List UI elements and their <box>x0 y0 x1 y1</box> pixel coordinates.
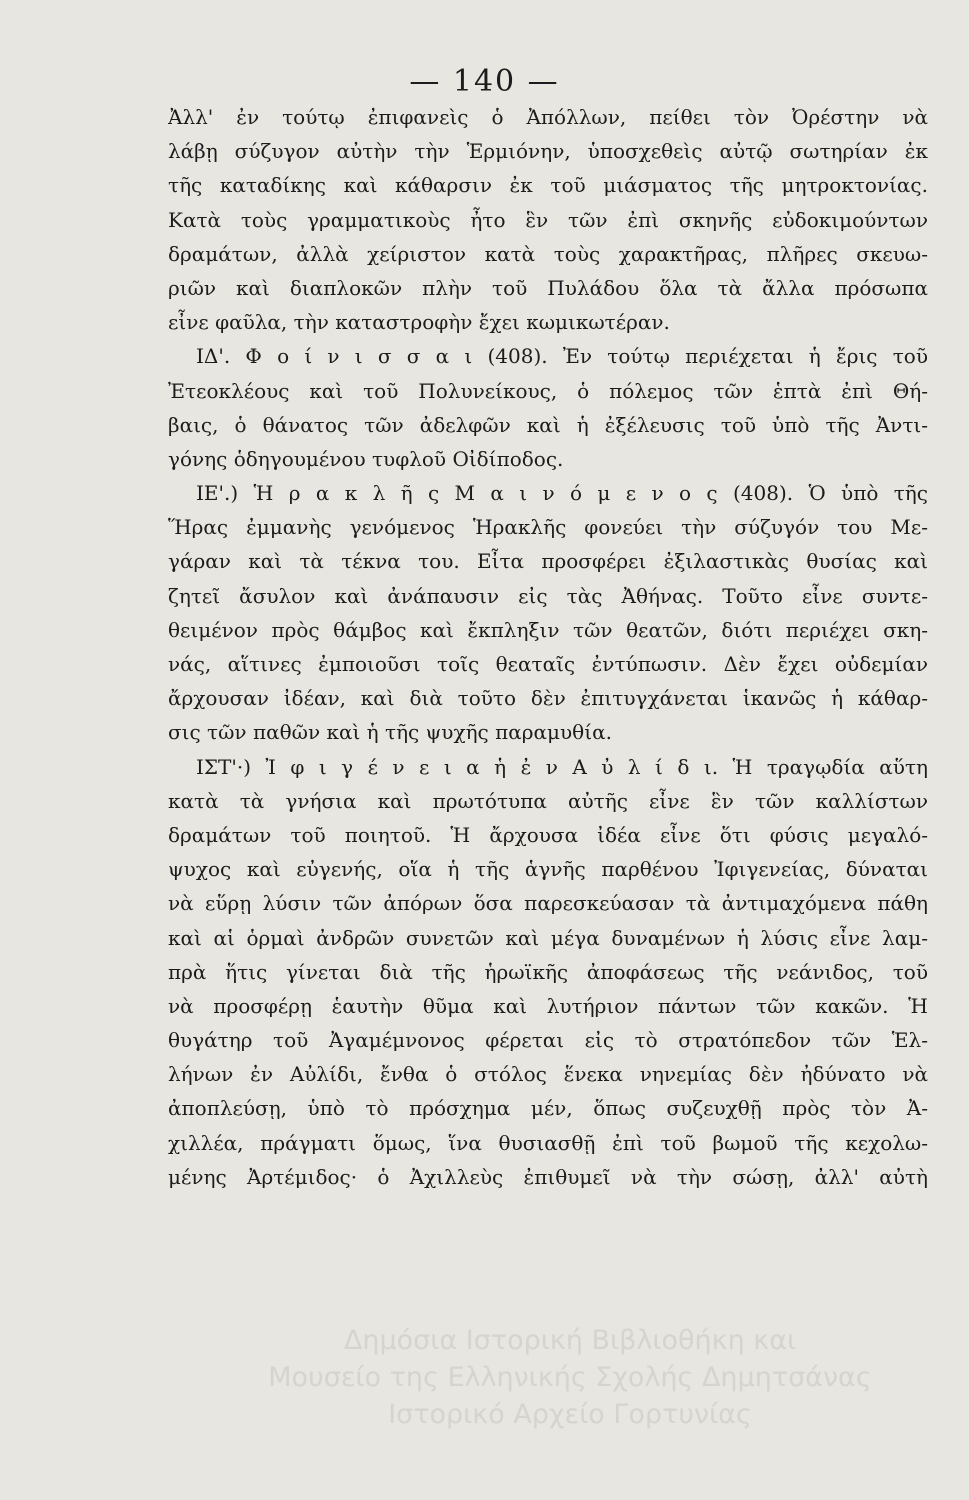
text-line: ἄρχουσαν ἰδέαν, καὶ διὰ τοῦτο δὲν ἐπιτυγχάνεται ἱκανῶς ἡ κάθαρ- <box>168 686 928 711</box>
text-line: κατὰ τὰ γνήσια καὶ πρωτότυπα αὐτῆς εἶνε ἓν τῶν καλλίστων <box>168 788 928 813</box>
text-line: εἶνε φαῦλα, τὴν καταστροφὴν ἔχει κωμικωτέραν. <box>168 310 670 335</box>
text-line: γόνης ὁδηγουμένου τυφλοῦ Οἰδίποδος. <box>168 446 564 471</box>
text-line: ριῶν καὶ διαπλοκῶν πλὴν τοῦ Πυλάδου ὅλα τὰ ἄλλα πρόσωπα <box>168 275 928 300</box>
text-line: Ἥρας ἐμμανὴς γενόμενος Ἡρακλῆς φονεύει τὴν σύζυγόν του Με- <box>168 515 928 540</box>
text-line: νὰ εὕρῃ λύσιν τῶν ἀπόρων ὅσα παρεσκεύασαν τὰ ἀντιμαχόμενα πάθη <box>168 891 928 916</box>
text-line: ἀποπλεύσῃ, ὑπὸ τὸ πρόσχημα μέν, ὅπως συζευχθῇ πρὸς τὸν Ἀ- <box>168 1096 928 1121</box>
text-line: θυγάτηρ τοῦ Ἀγαμέμνονος φέρεται εἰς τὸ στρατόπεδον τῶν Ἑλ- <box>168 1028 928 1053</box>
text-line: μένης Ἀρτέμιδος· ὁ Ἀχιλλεὺς ἐπιθυμεῖ νὰ τὴν σώσῃ, ἀλλ' αὐτὴ <box>168 1164 928 1189</box>
text-line: καὶ αἱ ὁρμαὶ ἀνδρῶν συνετῶν καὶ μέγα δυναμένων ἡ λύσις εἶνε λαμ- <box>168 925 928 950</box>
text-line: ΙΕ'.) Ἡ ρ α κ λ ῆ ς Μ α ι ν ό μ ε ν ο ς (408). Ὁ ὑπὸ τῆς <box>196 481 928 506</box>
text-line: λάβῃ σύζυγον αὐτὴν τὴν Ἑρμιόνην, ὑποσχεθεὶς αὐτῷ σωτηρίαν ἐκ <box>168 139 928 164</box>
text-line: δραμάτων τοῦ ποιητοῦ. Ἡ ἄρχουσα ἰδέα εἶνε ὅτι φύσις μεγαλό- <box>168 822 928 847</box>
text-line: Ἐτεοκλέους καὶ τοῦ Πολυνείκους, ὁ πόλεμος τῶν ἑπτὰ ἐπὶ Θή- <box>168 378 928 403</box>
text-line: λήνων ἐν Αὐλίδι, ἔνθα ὁ στόλος ἕνεκα νηνεμίας δὲν ἠδύνατο νὰ <box>168 1062 928 1087</box>
page-number: — 140 — <box>409 64 560 99</box>
text-line: τῆς καταδίκης καὶ κάθαρσιν ἐκ τοῦ μιάσματος τῆς μητροκτονίας. <box>168 173 928 198</box>
watermark-line: Δημόσια Ιστορική Βιβλιοθήκη και <box>343 1325 797 1356</box>
text-line: ΙΣΤ'·) Ἰ φ ι γ έ ν ε ι α ἡ ἐ ν Α ὐ λ ί δ ι. Ἡ τραγῳδία αὕτη <box>196 754 928 779</box>
watermark-line: Ιστορικό Αρχείο Γορτυνίας <box>388 1399 752 1430</box>
text-line: ζητεῖ ἄσυλον καὶ ἀνάπαυσιν εἰς τὰς Ἀθήνας. Τοῦτο εἶνε συντε- <box>168 583 928 608</box>
text-line: θειμένον πρὸς θάμβος καὶ ἔκπληξιν τῶν θεατῶν, διότι περιέχει σκη- <box>168 617 928 642</box>
text-line: Κατὰ τοὺς γραμματικοὺς ἦτο ἓν τῶν ἐπὶ σκηνῆς εὐδοκιμούντων <box>168 207 928 232</box>
text-line: νάς, αἵτινες ἐμποιοῦσι τοῖς θεαταῖς ἐντύπωσιν. Δὲν ἔχει οὐδεμίαν <box>168 652 928 676</box>
text-line: γάραν καὶ τὰ τέκνα του. Εἶτα προσφέρει ἐξιλαστικὰς θυσίας καὶ <box>168 549 928 574</box>
text-line: νὰ προσφέρῃ ἑαυτὴν θῦμα καὶ λυτήριον πάντων τῶν κακῶν. Ἡ <box>168 993 928 1018</box>
text-line: βαις, ὁ θάνατος τῶν ἀδελφῶν καὶ ἡ ἐξέλευσις τοῦ ὑπὸ τῆς Ἀντι- <box>168 412 928 437</box>
watermark-line: Μουσείο της Ελληνικής Σχολής Δημητσάνας <box>268 1362 872 1393</box>
text-line: πρὰ ἥτις γίνεται διὰ τῆς ἡρωϊκῆς ἀποφάσεως τῆς νεάνιδος, τοῦ <box>168 959 928 984</box>
text-line: σις τῶν παθῶν καὶ ἡ τῆς ψυχῆς παραμυθία. <box>168 720 612 745</box>
text-line: Ἀλλ' ἐν τούτῳ ἐπιφανεὶς ὁ Ἀπόλλων, πείθει τὸν Ὀρέστην νὰ <box>168 105 928 129</box>
text-line: ΙΔ'. Φ ο ί ν ι σ σ α ι (408). Ἐν τούτῳ περιέχεται ἡ ἔρις τοῦ <box>196 344 928 369</box>
text-line: χιλλέα, πράγματι ὅμως, ἵνα θυσιασθῇ ἐπὶ τοῦ βωμοῦ τῆς κεχολω- <box>168 1130 928 1155</box>
text-line: δραμάτων, ἀλλὰ χείριστον κατὰ τοὺς χαρακτῆρας, πλῆρες σκευω- <box>168 241 928 266</box>
text-line: ψυχος καὶ εὐγενής, οἵα ἡ τῆς ἁγνῆς παρθένου Ἰφιγενείας, δύναται <box>168 857 928 882</box>
archive-watermark <box>220 1322 920 1433</box>
body-text <box>168 100 928 1194</box>
